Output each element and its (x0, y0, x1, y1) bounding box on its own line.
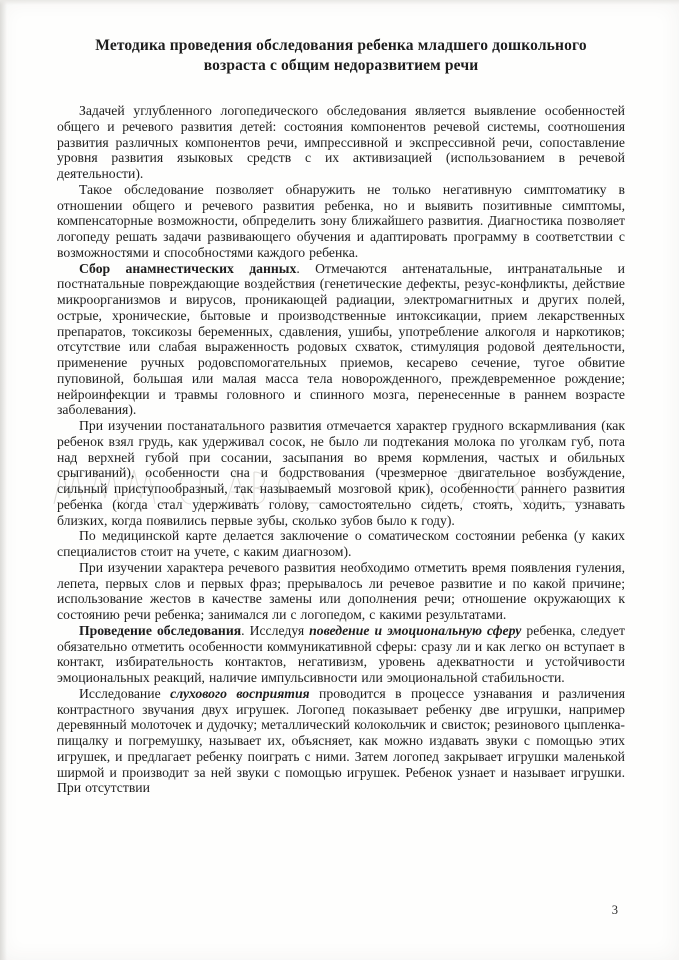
paragraph (57, 103, 625, 182)
text-run: При изучении постанатального развития отмечается характер грудного вскармливания (как ребенок взял грудь, как удерживал сосок, не было ли подтекания молока по уголкам губ, пота над верхней губой при сосании, засыпания во время кормления, частых и обильных срыгиваний), особенности сна и бодрствования (чрезмерное двигательное возбуждение, сильный приступообразный, так называемый мозговой крик), особенности раннего развития ребенка (когда стал удерживать голову, самостоятельно сидеть, стоять, ходить, узнавать близких, когда появились первые зубы, сколько зубов было к году). (57, 418, 625, 528)
text-run: . Отмечаются антенатальные, интранатальные и постнатальные повреждающие воздействия (генетические дефекты, резус-конфликты, действие микроорганизмов и вирусов, проникающей радиации, электромагнитных и других полей, острые, хронические, бытовые и производственные интоксикации, прием лекарственных препаратов, токсикозы беременных, сдавления, ушибы, употребление алкоголя и наркотиков; отсутствие или слабая выраженность родовых схваток, стимуляция родовой деятельности, применение ручных родовспомогательных приемов, кесарево сечение, тугое обвитие пуповиной, большая или малая масса тела новорожденного, преждевременное рождение; нейроинфекции и травмы головного и спинного мозга, перенесенные в раннем возрасте заболевания). (57, 260, 625, 418)
bold-italic-run: поведение и эмоциональную сферу (309, 622, 522, 638)
page-left-edge-shadow (0, 0, 7, 960)
text-run: При изучении характера речевого развития необходимо отметить время появления гуления, лепета, первых слов и первых фраз; прерывалось ли речевое развитие и по какой причине; использование жестов в качестве замены или дополнения речи; отношение окружающих к состоянию речи ребенка; занимался ли с логопедом, с какими результатами. (57, 559, 625, 622)
paragraph (57, 560, 625, 623)
text-run: проводится в процессе узнавания и различения контрастного звучания двух игрушек. Логопед показывает ребенку две игрушки, например деревянный молоточек и дудочку; металлический колокольчик и свисток; резинового цыпленка-пищалку и погремушку, называет их, объясняет, как можно издавать звуки с помощью этих игрушек, и предлагает ребенку поиграть с ними. Затем логопед закрывает игрушки маленькой ширмой и производит за ней звуки с помощью игрушек. Ребенок узнает и называет игрушки. При отсутствии (57, 685, 625, 796)
bold-italic-run: слухового восприятия (170, 685, 310, 701)
text-run: . Исследуя (241, 622, 310, 638)
paragraph (57, 623, 625, 686)
text-run: По медицинской карте делается заключение о соматическом состоянии ребенка (у каких специалистов стоит на учете, с каким диагнозом). (57, 528, 625, 559)
paragraph (57, 528, 625, 560)
text-run: Исследование (79, 685, 171, 701)
paragraph (57, 686, 625, 796)
paragraph (57, 261, 625, 419)
page-number: 3 (611, 903, 618, 917)
page-top-edge-shadow (0, 0, 679, 5)
body-text (57, 103, 625, 796)
bold-run: Проведение обследования (79, 622, 242, 638)
text-run: Задачей углубленного логопедического обследования является выявление особенностей общего и речевого развития детей: состояния компонентов речевой системы, соотношения развития различных компонентов речи, импрессивной и экспрессивной речи, сопоставление уровня развития языковых средств с их активизацией (использованием в речевой деятельности). (57, 103, 625, 181)
text-run: ребенка, следует обязательно отметить особенности коммуникативной сферы: сразу ли и как легко он вступает в контакт, избирательность контактов, негативизм, уровень адекватности и устойчивости эмоциональных реакций, наличие импульсивности или эмоциональной стабильности. (57, 622, 625, 685)
page-title: Методика проведения обследования ребенка младшего дошкольного возраста с общим недоразвитием речи (95, 37, 587, 74)
paragraph (57, 182, 625, 261)
bold-run: Сбор анамнестических данных (79, 260, 297, 276)
paragraph (57, 418, 625, 528)
text-run: Такое обследование позволяет обнаружить не только негативную симптоматику в отношении общего и речевого развития ребенка, но и выявить позитивные симптомы, компенсаторные возможности, обпределить зону ближайшего развития. Диагностика позволяет логопеду решать задачи развивающего обучения и адаптировать программу в соответствии с возможностями и способностями каждого ребенка. (57, 181, 625, 260)
page-content (57, 36, 625, 796)
